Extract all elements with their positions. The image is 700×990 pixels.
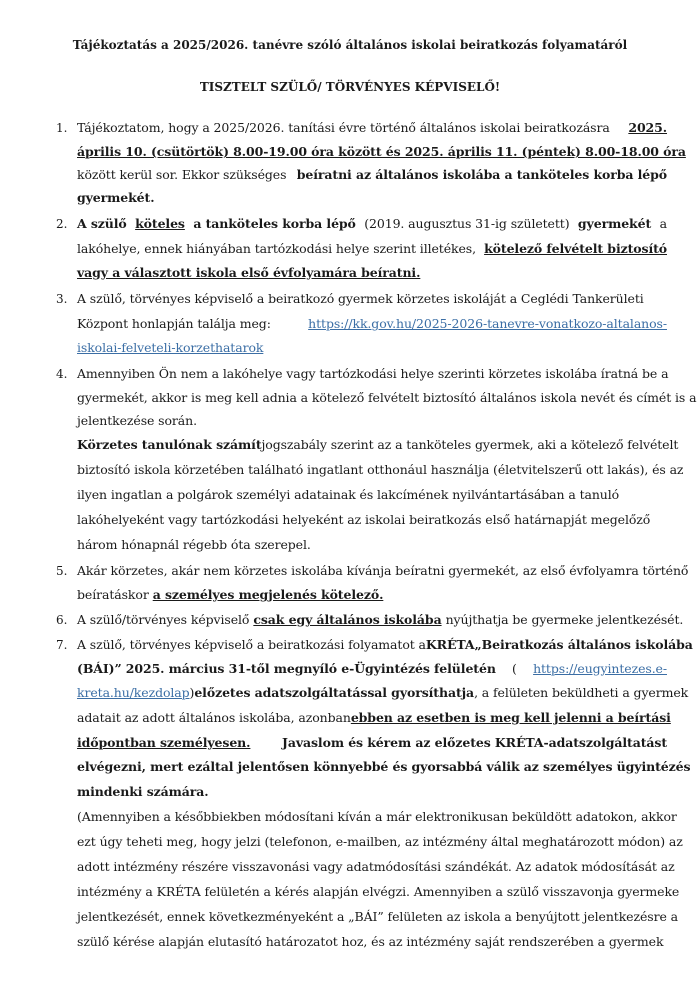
text-line bbox=[77, 586, 667, 604]
text-run: Központ honlapján találja meg: bbox=[77, 316, 271, 331]
text-run: Akár körzetes, akár nem körzetes iskolába kívánja beíratni gyermekét, az első évfolyamra történő bbox=[77, 563, 689, 578]
list-number-2: 2. bbox=[56, 217, 68, 231]
text-run: ezt úgy teheti meg, hogy jelzi (telefonon, e-mailben, az intézmény által meghatározott módon) az bbox=[77, 834, 683, 849]
text-run: beíratáskor bbox=[77, 587, 149, 602]
text-line bbox=[77, 660, 667, 678]
text-line bbox=[77, 215, 667, 233]
text-line bbox=[77, 833, 683, 851]
text-line bbox=[77, 709, 671, 727]
text-line bbox=[77, 436, 679, 454]
list-number-4: 4. bbox=[56, 367, 68, 381]
text-line bbox=[77, 264, 667, 282]
text-run: 2025. bbox=[628, 120, 667, 135]
hyperlink[interactable]: iskolai-felveteli-korzethatarok bbox=[77, 340, 264, 355]
text-run: KRÉTA bbox=[425, 637, 475, 652]
text-line bbox=[77, 189, 667, 207]
text-line bbox=[77, 511, 667, 529]
text-line bbox=[77, 290, 667, 308]
hyperlink[interactable]: https://eugyintezes.e- bbox=[533, 661, 667, 676]
text-run: lakóhelyeként vagy tartózkodási helyeként az iskolai beiratkozás első határnapját megelőző bbox=[77, 512, 651, 527]
text-run: , a felületen beküldheti a gyermek bbox=[474, 685, 689, 700]
text-line bbox=[77, 240, 667, 258]
text-line bbox=[77, 166, 667, 184]
text-line bbox=[77, 143, 686, 161]
text-line bbox=[77, 536, 667, 554]
text-line bbox=[77, 389, 697, 407]
text-run: között kerül sor. Ekkor szükséges bbox=[77, 167, 287, 182]
text-run: ( bbox=[512, 661, 517, 676]
text-run: „Beiratkozás általános iskolába bbox=[474, 637, 693, 652]
text-run: A szülő, törvényes képviselő a beiratkozó gyermek körzetes iskoláját a Ceglédi Tankerületi bbox=[77, 291, 644, 306]
text-run: ilyen ingatlan a polgárok személyi adatainak és lakcímének nyilvántartásában a tanuló bbox=[77, 487, 620, 502]
text-line bbox=[77, 412, 667, 430]
text-run: időpontban személyesen. bbox=[77, 735, 251, 750]
text-line bbox=[77, 908, 678, 926]
text-line bbox=[77, 486, 667, 504]
text-run: jelentkezése során. bbox=[77, 413, 197, 428]
text-run: a személyes megjelenés kötelező. bbox=[152, 587, 384, 602]
text-line bbox=[77, 562, 689, 580]
text-line bbox=[77, 858, 675, 876]
text-run: gyermekét. bbox=[77, 190, 155, 205]
text-run: lakóhelye, ennek hiányában tartózkodási helye szerint illetékes, bbox=[77, 241, 476, 256]
text-line bbox=[77, 883, 680, 901]
text-run: szülő kérése alapján elutasító határozatot hoz, és az intézmény saját rendszerében a gyermek bbox=[77, 934, 664, 949]
hyperlink[interactable]: kreta.hu/kezdolap bbox=[77, 685, 190, 700]
text-run: vagy a választott iskola első évfolyamára beíratni. bbox=[77, 265, 421, 280]
text-line bbox=[77, 684, 689, 702]
text-line bbox=[77, 808, 677, 826]
text-run: gyermekét, akkor is meg kell adnia a kötelező felvételt biztosító általános iskola nevét és címét is a bbox=[77, 390, 697, 405]
list-number-7: 7. bbox=[56, 638, 68, 652]
text-run: adatait az adott általános iskolába, azonban bbox=[77, 710, 351, 725]
text-run: Körzetes tanulónak számít bbox=[77, 437, 262, 452]
text-run: intézmény a KRÉTA felületén a kérés alapján elvégzi. Amennyiben a szülő visszavonja gyermeke bbox=[77, 884, 680, 899]
text-run: Javaslom és kérem az előzetes KRÉTA-adatszolgáltatást bbox=[282, 735, 667, 750]
text-run: Tájékoztatom, hogy a 2025/2026. tanítási évre történő általános iskolai beiratkozásra bbox=[77, 120, 610, 135]
text-line bbox=[77, 783, 667, 801]
text-line bbox=[77, 461, 684, 479]
text-run: ) bbox=[189, 685, 195, 700]
text-run: csak egy általános iskolába bbox=[253, 612, 442, 627]
text-run: (Amennyiben a későbbiekben módosítani kíván a már elektronikusan beküldött adatokon, akkor bbox=[77, 809, 677, 824]
document-title: Tájékoztatás a 2025/2026. tanévre szóló általános iskolai beiratkozás folyamatáról bbox=[72, 38, 628, 52]
text-run: a bbox=[659, 216, 667, 231]
text-run: előzetes adatszolgáltatással gyorsíthatja bbox=[194, 685, 475, 700]
text-run: biztosító iskola körzetében található ingatlant otthonául használja (életvitelszerű ott lakás), és az bbox=[77, 462, 684, 477]
text-line bbox=[77, 734, 667, 752]
text-run: gyermekét bbox=[577, 216, 652, 231]
text-run: beíratni az általános iskolába a tanköteles korba lépő bbox=[296, 167, 667, 182]
text-run: ebben az esetben is meg kell jelenni a beírtási bbox=[350, 710, 671, 725]
list-number-6: 6. bbox=[56, 613, 68, 627]
text-run: A szülő bbox=[77, 216, 127, 231]
text-run: kötelező felvételt biztosító bbox=[484, 241, 667, 256]
list-number-3: 3. bbox=[56, 292, 68, 306]
text-line bbox=[77, 636, 693, 654]
hyperlink[interactable]: https://kk.gov.hu/2025-2026-tanevre-vonatkozo-altalanos- bbox=[308, 316, 667, 331]
text-run: (2019. augusztus 31-ig született) bbox=[364, 216, 570, 231]
text-run: mindenki számára. bbox=[77, 784, 209, 799]
text-run: három hónapnál régebb óta szerepel. bbox=[77, 537, 311, 552]
list-number-5: 5. bbox=[56, 564, 68, 578]
text-run: A szülő/törvényes képviselő bbox=[77, 612, 250, 627]
text-line bbox=[77, 611, 684, 629]
list-number-1: 1. bbox=[56, 121, 68, 135]
text-line bbox=[77, 339, 667, 357]
text-line bbox=[77, 119, 667, 137]
text-run: jelentkezését, ennek következményeként a „BÁI” felületen az iskola a benyújtott jelentkezésre a bbox=[77, 909, 678, 924]
text-line bbox=[77, 365, 667, 383]
text-run: jogszabály szerint az a tanköteles gyermek, aki a kötelező felvételt bbox=[261, 437, 679, 452]
text-run: (BÁI)” 2025. március 31-től megnyíló e-Ügyintézés felületén bbox=[77, 661, 496, 676]
text-line bbox=[77, 758, 691, 776]
text-run: Amennyiben Ön nem a lakóhelye vagy tartózkodási helye szerinti körzetes iskolába íratná be a bbox=[77, 366, 669, 381]
text-run: köteles bbox=[135, 216, 185, 231]
text-run: a tanköteles korba lépő bbox=[193, 216, 356, 231]
text-run: adott intézmény részére visszavonási vagy adatmódosítási szándékát. Az adatok módosítását az bbox=[77, 859, 675, 874]
text-run: nyújthatja be gyermeke jelentkezését. bbox=[445, 612, 684, 627]
text-run: elvégezni, mert ezáltal jelentősen könnyebbé és gyorsabbá válik az személyes ügyintézés bbox=[77, 759, 691, 774]
text-line bbox=[77, 933, 667, 951]
text-line bbox=[77, 315, 667, 333]
text-run: A szülő, törvényes képviselő a beiratkozási folyamatot a bbox=[77, 637, 426, 652]
salutation-heading: TISZTELT SZÜLŐ/ TÖRVÉNYES KÉPVISELŐ! bbox=[199, 80, 501, 94]
text-run: április 10. (csütörtök) 8.00-19.00 óra között és 2025. április 11. (péntek) 8.00-18.00 óra bbox=[77, 144, 686, 159]
